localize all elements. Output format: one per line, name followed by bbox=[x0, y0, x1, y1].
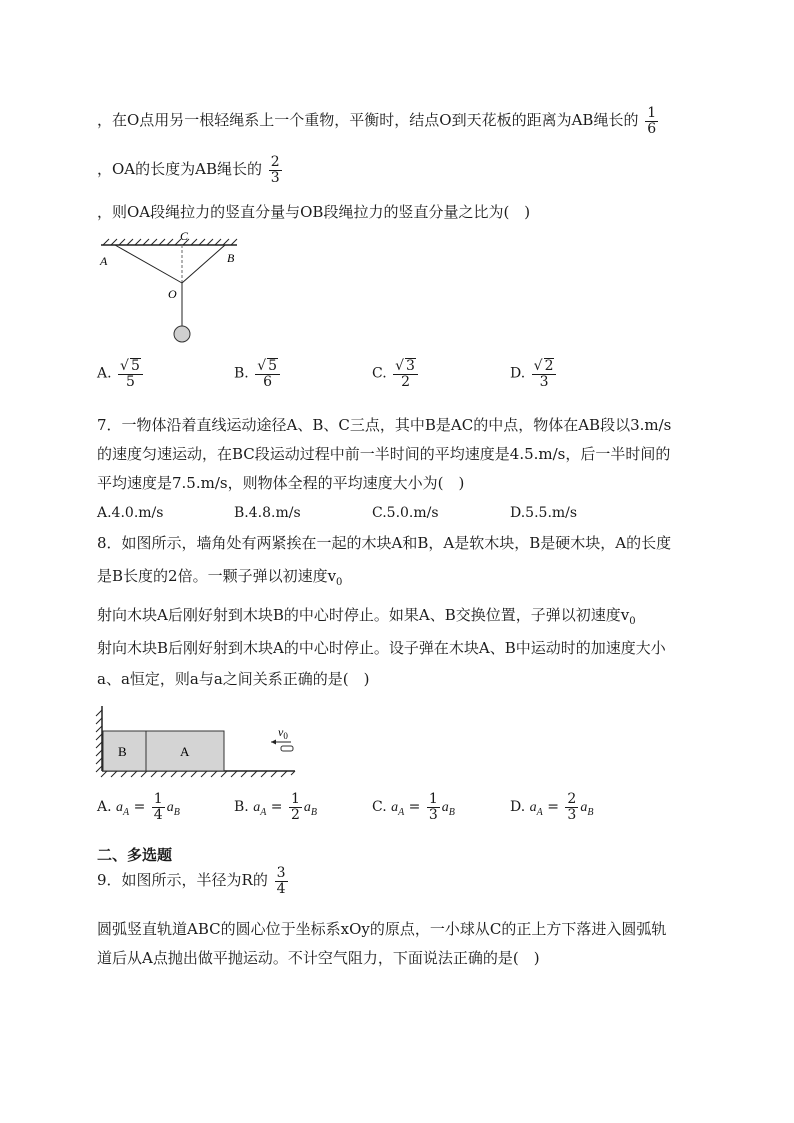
q8-line-2-text: 是B长度的2倍。一颗子弹以初速度v bbox=[97, 567, 337, 585]
q7-option-b[interactable]: B.4.8.m/s bbox=[234, 505, 301, 521]
q8-line-4: 射向木块B后刚好射到木块A的中心时停止。设子弹在木块A、B中运动时的加速度大小 bbox=[97, 639, 666, 657]
denominator: 2 bbox=[401, 373, 410, 390]
option-fraction: $\frac{2}{3}$ bbox=[567, 791, 577, 823]
option-label: B. bbox=[234, 365, 249, 382]
option-fraction: $\frac{√ 5}{6}$ bbox=[255, 358, 280, 389]
option-label: D. bbox=[510, 799, 526, 816]
radicand: 5 bbox=[268, 358, 278, 374]
subscript: 0 bbox=[629, 616, 636, 627]
fraction-numerator: 2 bbox=[270, 154, 280, 170]
fraction-numerator: 3 bbox=[276, 865, 286, 881]
q8-line-5: a、a恒定，则a与a之间关系正确的是( ) bbox=[97, 670, 370, 688]
fraction-denominator: 4 bbox=[276, 880, 286, 897]
q7-line-2: 的速度匀速运动，在BC段运动过程中前一半时间的平均速度是4.5.m/s，后一半时间的 bbox=[97, 445, 671, 463]
q9-line-1-text: 9．如图所示，半径为R的 bbox=[97, 871, 268, 890]
block-a-label: A bbox=[180, 744, 190, 759]
q7-line-3: 平均速度是7.5.m/s，则物体全程的平均速度大小为( ) bbox=[97, 474, 465, 492]
q8-line-3 bbox=[97, 604, 636, 627]
label-a: A bbox=[100, 254, 108, 268]
label-c: C bbox=[180, 229, 189, 243]
option-fraction: $\frac{1}{3}$ bbox=[428, 791, 438, 823]
bullet-icon bbox=[281, 746, 293, 751]
q9-fraction bbox=[275, 866, 288, 896]
option-fraction: $\frac{√ 5}{5}$ bbox=[118, 358, 143, 389]
q9-line-1 bbox=[97, 866, 290, 896]
q6-option-d[interactable] bbox=[510, 358, 558, 389]
q8-blocks-figure bbox=[95, 700, 300, 780]
option-label: B. bbox=[234, 799, 249, 816]
option-label: D. bbox=[510, 365, 526, 382]
label-b: B bbox=[227, 251, 235, 265]
q8-line-2 bbox=[97, 565, 342, 588]
option-label: A. bbox=[97, 365, 112, 382]
option-label: C. bbox=[372, 799, 387, 816]
fraction-numerator: 1 bbox=[647, 105, 657, 121]
q6-option-a[interactable] bbox=[97, 358, 145, 389]
q6-line-2-text: ，OA的长度为AB绳长的 bbox=[97, 160, 262, 179]
q8-line-3-text: 射向木块A后刚好射到木块B的中心时停止。如果A、B交换位置，子弹以初速度v bbox=[97, 606, 630, 624]
q7-option-a[interactable]: A.4.0.m/s bbox=[97, 505, 164, 521]
option-fraction: $\frac{1}{4}$ bbox=[153, 791, 163, 823]
label-o: O bbox=[168, 287, 177, 301]
q8-option-c[interactable]: C. $a_A$ = $\frac{1}{3}$ $a_B$ bbox=[372, 791, 455, 823]
velocity-label: $v_0$ bbox=[278, 725, 288, 741]
q6-line-1-text: ，在O点用另一根轻绳系上一个重物，平衡时，结点O到天花板的距离为AB绳长的 bbox=[97, 111, 639, 130]
option-fraction: $\frac{1}{2}$ bbox=[290, 791, 300, 823]
q6-option-b[interactable] bbox=[234, 358, 282, 389]
option-label: A. bbox=[97, 799, 112, 816]
q9-line-2: 圆弧竖直轨道ABC的圆心位于坐标系xOy的原点，一小球从C的正上方下落进入圆弧轨 bbox=[97, 920, 667, 938]
q6-fraction-1 bbox=[645, 106, 658, 136]
q9-line-3: 道后从A点抛出做平抛运动。不计空气阻力，下面说法正确的是( ) bbox=[97, 949, 540, 967]
q6-line-2 bbox=[97, 155, 284, 185]
option-fraction: $\frac{√ 2}{3}$ bbox=[532, 358, 557, 389]
q6-line-3: ，则OA段绳拉力的竖直分量与OB段绳拉力的竖直分量之比为( ) bbox=[97, 203, 531, 221]
radicand: 2 bbox=[544, 358, 554, 374]
q8-option-a[interactable]: A. $a_A$ = $\frac{1}{4}$ $a_B$ bbox=[97, 791, 180, 823]
fraction-denominator: 3 bbox=[270, 169, 280, 186]
q6-fraction-2 bbox=[269, 155, 282, 185]
q7-option-c[interactable]: C.5.0.m/s bbox=[372, 505, 439, 521]
q8-line-1: 8．如图所示，墙角处有两紧挨在一起的木块A和B，A是软木块，B是硬木块，A的长度 bbox=[97, 534, 672, 552]
denominator: 5 bbox=[125, 373, 135, 390]
denominator: 3 bbox=[539, 373, 549, 390]
fraction-denominator: 6 bbox=[647, 120, 657, 137]
subscript: 0 bbox=[336, 577, 343, 588]
section-heading: 二、多选题 bbox=[97, 846, 173, 864]
denominator: 6 bbox=[263, 373, 273, 390]
q8-option-b[interactable]: B. $a_A$ = $\frac{1}{2}$ $a_B$ bbox=[234, 791, 317, 823]
q7-line-1: 7．一物体沿着直线运动途径A、B、C三点，其中B是AC的中点，物体在AB段以3.m/s bbox=[97, 416, 672, 434]
option-fraction: $\frac{√ 3}{2}$ bbox=[393, 358, 418, 389]
q7-option-d[interactable]: D.5.5.m/s bbox=[510, 505, 578, 521]
q6-option-c[interactable] bbox=[372, 358, 420, 389]
radicand: 5 bbox=[130, 358, 140, 374]
q6-line-1 bbox=[97, 106, 660, 136]
option-label: C. bbox=[372, 365, 387, 382]
block-b-label: B bbox=[118, 744, 127, 759]
q6-rope-figure bbox=[95, 228, 245, 348]
radicand: 3 bbox=[406, 358, 415, 374]
q8-option-d[interactable]: D. $a_A$ = $\frac{2}{3}$ $a_B$ bbox=[510, 791, 594, 823]
